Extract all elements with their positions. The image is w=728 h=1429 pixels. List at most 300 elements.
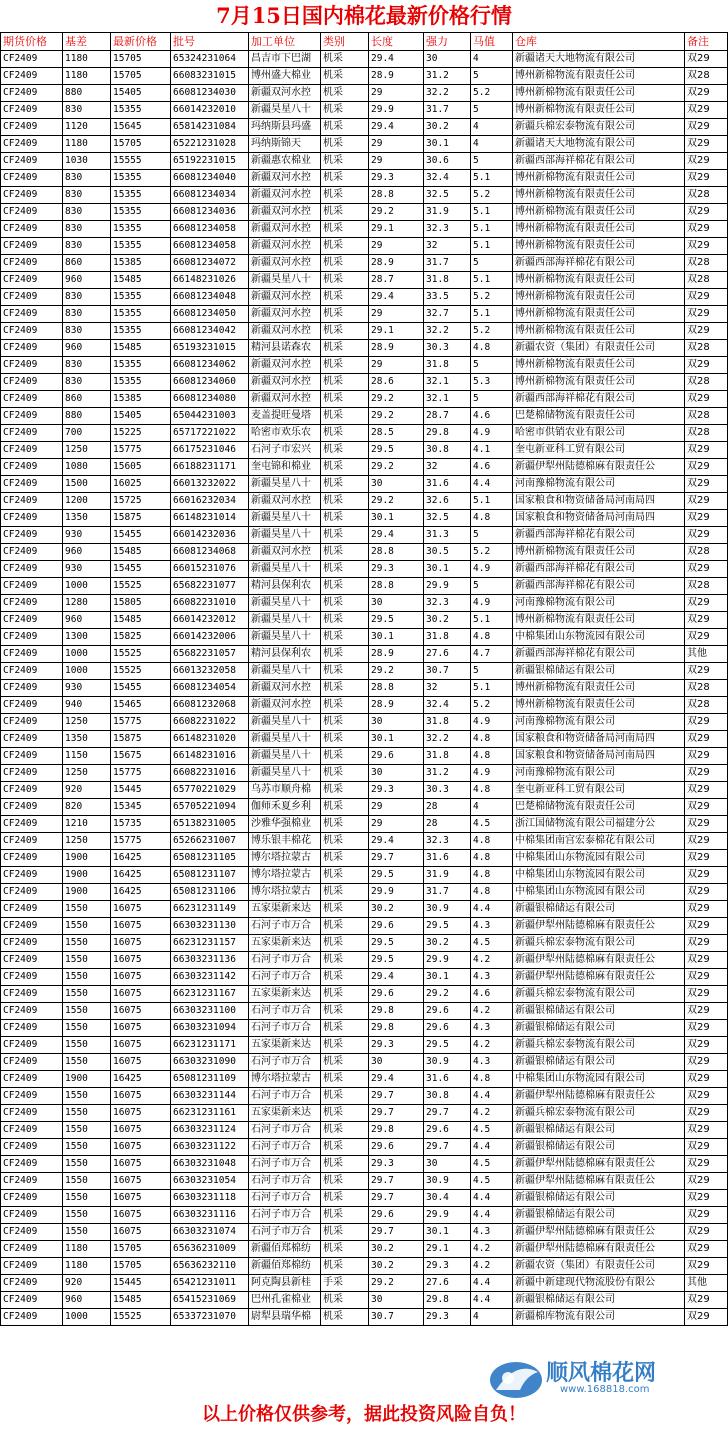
cell-warehouse: 新疆兵棉宏泰物流有限公司: [513, 1105, 685, 1122]
cell-basis: 1500: [63, 476, 111, 493]
cell-latest-price: 15875: [111, 510, 171, 527]
cell-basis: 830: [63, 187, 111, 204]
cell-batch-number: 65324231064: [171, 51, 249, 68]
cell-length: 30: [369, 765, 424, 782]
cell-remark: 双29: [685, 1122, 728, 1139]
cell-processing-unit: 新疆惠农棉业: [249, 153, 321, 170]
cell-warehouse: 新疆银棉储运有限公司: [513, 1054, 685, 1071]
cell-futures-price: CF2409: [1, 459, 63, 476]
cell-futures-price: CF2409: [1, 663, 63, 680]
cell-micronaire: 4.5: [471, 1156, 513, 1173]
cell-micronaire: 5: [471, 357, 513, 374]
cell-strength: 28.7: [424, 408, 471, 425]
cell-basis: 1550: [63, 1054, 111, 1071]
table-row: [1, 935, 728, 952]
cell-warehouse: 博州新棉物流有限责任公司: [513, 85, 685, 102]
cell-remark: 双29: [685, 238, 728, 255]
cell-futures-price: CF2409: [1, 170, 63, 187]
cell-basis: 1550: [63, 952, 111, 969]
cell-warehouse: 新疆伊犁州陆德棉麻有限责任公: [513, 969, 685, 986]
cell-remark: 双29: [685, 1088, 728, 1105]
cell-latest-price: 16075: [111, 1173, 171, 1190]
cell-basis: 830: [63, 374, 111, 391]
cell-basis: 1550: [63, 935, 111, 952]
cell-latest-price: 16425: [111, 1071, 171, 1088]
cell-batch-number: 66303231144: [171, 1088, 249, 1105]
cell-batch-number: 66013232058: [171, 663, 249, 680]
cell-batch-number: 65081231107: [171, 867, 249, 884]
cell-warehouse: 博州新棉物流有限责任公司: [513, 357, 685, 374]
cell-warehouse: 新疆棉库物流有限公司: [513, 1309, 685, 1326]
cell-processing-unit: 新疆双河水控: [249, 323, 321, 340]
cell-micronaire: 5: [471, 255, 513, 272]
cell-micronaire: 4.9: [471, 765, 513, 782]
cell-basis: 1280: [63, 595, 111, 612]
cell-length: 29.7: [369, 1173, 424, 1190]
cell-category: 机采: [321, 1292, 369, 1309]
cell-length: 30.2: [369, 901, 424, 918]
cell-remark: 双29: [685, 782, 728, 799]
cell-strength: 30.2: [424, 119, 471, 136]
cell-batch-number: 66303231094: [171, 1020, 249, 1037]
cell-strength: 32.2: [424, 323, 471, 340]
cell-basis: 830: [63, 170, 111, 187]
cell-latest-price: 15225: [111, 425, 171, 442]
cell-basis: 1900: [63, 850, 111, 867]
cell-batch-number: 66014232006: [171, 629, 249, 646]
cell-latest-price: 15705: [111, 136, 171, 153]
cell-category: 机采: [321, 663, 369, 680]
cell-batch-number: 66081234030: [171, 85, 249, 102]
cell-remark: 双28: [685, 680, 728, 697]
cell-processing-unit: 新疆双河水控: [249, 187, 321, 204]
cell-basis: 830: [63, 323, 111, 340]
cell-basis: 1550: [63, 918, 111, 935]
table-row: [1, 884, 728, 901]
cell-micronaire: 5.2: [471, 697, 513, 714]
cell-category: 机采: [321, 340, 369, 357]
cell-remark: 双29: [685, 1071, 728, 1088]
cell-length: 30: [369, 476, 424, 493]
cell-latest-price: 16025: [111, 476, 171, 493]
cell-length: 28.8: [369, 187, 424, 204]
cell-remark: 双28: [685, 340, 728, 357]
header-futures-price: 期货价格: [1, 33, 63, 51]
cell-batch-number: 66303231124: [171, 1122, 249, 1139]
cell-micronaire: 5.1: [471, 306, 513, 323]
cell-latest-price: 15455: [111, 527, 171, 544]
cell-processing-unit: 新疆双河水控: [249, 357, 321, 374]
watermark-url: www.168818.com: [560, 1384, 650, 1395]
cell-basis: 960: [63, 544, 111, 561]
cell-batch-number: 66013232022: [171, 476, 249, 493]
cell-remark: 双29: [685, 918, 728, 935]
cell-processing-unit: 新疆昊星八十: [249, 476, 321, 493]
cell-processing-unit: 新疆昊星八十: [249, 748, 321, 765]
cell-category: 机采: [321, 1122, 369, 1139]
cell-micronaire: 5.1: [471, 272, 513, 289]
cell-processing-unit: 新疆双河水控: [249, 255, 321, 272]
cell-micronaire: 5.1: [471, 612, 513, 629]
cell-strength: 29.5: [424, 1037, 471, 1054]
cell-futures-price: CF2409: [1, 884, 63, 901]
cell-length: 29.2: [369, 408, 424, 425]
cell-strength: 30.1: [424, 136, 471, 153]
cell-category: 机采: [321, 748, 369, 765]
cell-warehouse: 巴楚棉储物流有限责任公司: [513, 799, 685, 816]
cell-futures-price: CF2409: [1, 816, 63, 833]
cell-futures-price: CF2409: [1, 476, 63, 493]
cell-processing-unit: 精河县诺森农: [249, 340, 321, 357]
cell-micronaire: 4.3: [471, 1054, 513, 1071]
cell-processing-unit: 博尔塔拉蒙古: [249, 850, 321, 867]
cell-remark: 双29: [685, 119, 728, 136]
cell-warehouse: 河南豫棉物流有限公司: [513, 595, 685, 612]
cell-category: 机采: [321, 680, 369, 697]
cell-remark: 双29: [685, 357, 728, 374]
cell-remark: 双29: [685, 1292, 728, 1309]
cell-micronaire: 4.8: [471, 850, 513, 867]
table-row: [1, 306, 728, 323]
table-row: [1, 204, 728, 221]
table-row: [1, 816, 728, 833]
cell-processing-unit: 新疆双河水控: [249, 238, 321, 255]
table-row: [1, 1309, 728, 1326]
cell-warehouse: 河南豫棉物流有限公司: [513, 476, 685, 493]
table-row: [1, 1020, 728, 1037]
cell-batch-number: 66303231090: [171, 1054, 249, 1071]
cell-length: 29.6: [369, 1139, 424, 1156]
cell-micronaire: 4.8: [471, 782, 513, 799]
cell-strength: 31.8: [424, 714, 471, 731]
cotton-price-table: [0, 32, 728, 1326]
cell-remark: 双29: [685, 323, 728, 340]
cell-strength: 29.8: [424, 1292, 471, 1309]
cell-warehouse: 博州新棉物流有限责任公司: [513, 102, 685, 119]
cell-micronaire: 4.8: [471, 1071, 513, 1088]
cell-category: 机采: [321, 1071, 369, 1088]
cell-processing-unit: 石河子市万合: [249, 1207, 321, 1224]
table-row: [1, 221, 728, 238]
header-micronaire: 马值: [471, 33, 513, 51]
cell-category: 机采: [321, 153, 369, 170]
cell-length: 29: [369, 136, 424, 153]
cell-warehouse: 新疆银棉储运有限公司: [513, 1190, 685, 1207]
cell-length: 29.7: [369, 1190, 424, 1207]
cell-strength: 31.7: [424, 255, 471, 272]
cell-processing-unit: 新疆昊星八十: [249, 561, 321, 578]
cell-category: 机采: [321, 901, 369, 918]
cell-batch-number: 66231231161: [171, 1105, 249, 1122]
cell-batch-number: 65138231005: [171, 816, 249, 833]
cell-latest-price: 15385: [111, 391, 171, 408]
cell-micronaire: 4: [471, 1309, 513, 1326]
cell-strength: 29.2: [424, 986, 471, 1003]
header-category: 类别: [321, 33, 369, 51]
cell-warehouse: 博州新棉物流有限责任公司: [513, 680, 685, 697]
cell-strength: 30: [424, 51, 471, 68]
cell-processing-unit: 新疆佰郑棉纺: [249, 1241, 321, 1258]
cell-remark: 双29: [685, 85, 728, 102]
table-row: [1, 1224, 728, 1241]
cell-futures-price: CF2409: [1, 1258, 63, 1275]
cell-basis: 1180: [63, 136, 111, 153]
header-batch-number: 批号: [171, 33, 249, 51]
cell-micronaire: 4.6: [471, 459, 513, 476]
cell-processing-unit: 石河子市万合: [249, 1054, 321, 1071]
cell-length: 29.5: [369, 867, 424, 884]
cell-length: 29.5: [369, 612, 424, 629]
cell-futures-price: CF2409: [1, 442, 63, 459]
cell-latest-price: 15775: [111, 714, 171, 731]
cell-remark: 双29: [685, 1037, 728, 1054]
table-row: [1, 799, 728, 816]
cell-processing-unit: 石河子市万合: [249, 918, 321, 935]
table-row: [1, 1122, 728, 1139]
cell-batch-number: 66303231142: [171, 969, 249, 986]
cell-strength: 32.4: [424, 697, 471, 714]
cell-strength: 32.2: [424, 731, 471, 748]
cell-basis: 1550: [63, 1105, 111, 1122]
cell-basis: 830: [63, 204, 111, 221]
cell-processing-unit: 新疆昊星八十: [249, 714, 321, 731]
cell-batch-number: 66082231016: [171, 765, 249, 782]
cell-latest-price: 15355: [111, 170, 171, 187]
cell-batch-number: 66303231122: [171, 1139, 249, 1156]
cell-futures-price: CF2409: [1, 1105, 63, 1122]
cell-futures-price: CF2409: [1, 544, 63, 561]
header-remark: 备注: [685, 33, 728, 51]
cell-futures-price: CF2409: [1, 578, 63, 595]
cell-latest-price: 16075: [111, 935, 171, 952]
cell-strength: 29.9: [424, 952, 471, 969]
cell-micronaire: 4.2: [471, 1105, 513, 1122]
cell-category: 机采: [321, 816, 369, 833]
cell-warehouse: 新疆伊犁州陆德棉麻有限责任公: [513, 952, 685, 969]
table-row: [1, 238, 728, 255]
cell-strength: 32.3: [424, 833, 471, 850]
cell-processing-unit: 阿克陶县新桂: [249, 1275, 321, 1292]
cell-batch-number: 66014232036: [171, 527, 249, 544]
cell-processing-unit: 博州盛大棉业: [249, 68, 321, 85]
cell-basis: 1250: [63, 442, 111, 459]
cell-remark: 双29: [685, 1105, 728, 1122]
cell-futures-price: CF2409: [1, 527, 63, 544]
cell-latest-price: 15775: [111, 833, 171, 850]
cell-batch-number: 65717221022: [171, 425, 249, 442]
cell-processing-unit: 石河子市万合: [249, 1020, 321, 1037]
table-row: [1, 408, 728, 425]
cell-processing-unit: 新疆双河水控: [249, 493, 321, 510]
cell-futures-price: CF2409: [1, 1207, 63, 1224]
cell-remark: 双29: [685, 884, 728, 901]
cell-processing-unit: 沙雅华强棉业: [249, 816, 321, 833]
cell-futures-price: CF2409: [1, 731, 63, 748]
cell-micronaire: 5: [471, 153, 513, 170]
cell-warehouse: 河南豫棉物流有限公司: [513, 714, 685, 731]
cell-length: 29.6: [369, 748, 424, 765]
cell-batch-number: 65770221029: [171, 782, 249, 799]
cell-batch-number: 66081234054: [171, 680, 249, 697]
cell-basis: 860: [63, 391, 111, 408]
cell-remark: 双29: [685, 663, 728, 680]
table-row: [1, 493, 728, 510]
cell-warehouse: 新疆农资（集团）有限责任公司: [513, 340, 685, 357]
cell-warehouse: 新疆西部海祥棉花有限公司: [513, 527, 685, 544]
cell-remark: 其他: [685, 1275, 728, 1292]
cell-processing-unit: 新疆双河水控: [249, 374, 321, 391]
cell-basis: 830: [63, 357, 111, 374]
table-row: [1, 425, 728, 442]
cell-latest-price: 15645: [111, 119, 171, 136]
cell-micronaire: 4.4: [471, 1190, 513, 1207]
cell-length: 28.9: [369, 697, 424, 714]
cell-latest-price: 15875: [111, 731, 171, 748]
cell-futures-price: CF2409: [1, 1071, 63, 1088]
cell-batch-number: 66303231100: [171, 1003, 249, 1020]
cell-processing-unit: 玛纳斯县玛盛: [249, 119, 321, 136]
table-row: [1, 340, 728, 357]
cell-futures-price: CF2409: [1, 187, 63, 204]
cell-length: 29.7: [369, 1088, 424, 1105]
cell-remark: 双29: [685, 476, 728, 493]
cell-warehouse: 新疆兵棉宏泰物流有限公司: [513, 1037, 685, 1054]
table-row: [1, 680, 728, 697]
cell-basis: 960: [63, 340, 111, 357]
page-title: 7月15日国内棉花最新价格行情: [216, 3, 512, 28]
cell-basis: 1550: [63, 1020, 111, 1037]
cell-remark: 双29: [685, 1156, 728, 1173]
cell-remark: 双29: [685, 714, 728, 731]
cell-processing-unit: 巴州孔雀棉业: [249, 1292, 321, 1309]
cell-warehouse: 新疆兵棉宏泰物流有限公司: [513, 935, 685, 952]
cell-category: 机采: [321, 357, 369, 374]
cell-warehouse: 新疆兵棉宏泰物流有限公司: [513, 119, 685, 136]
cell-remark: 双29: [685, 595, 728, 612]
cell-basis: 1550: [63, 969, 111, 986]
cell-strength: 28: [424, 799, 471, 816]
table-row: [1, 1003, 728, 1020]
table-row: [1, 119, 728, 136]
cell-length: 29.6: [369, 918, 424, 935]
cell-futures-price: CF2409: [1, 221, 63, 238]
cell-batch-number: 66083231015: [171, 68, 249, 85]
cell-processing-unit: 新疆昊星八十: [249, 629, 321, 646]
cell-remark: 双28: [685, 544, 728, 561]
cell-processing-unit: 新疆双河水控: [249, 289, 321, 306]
cell-strength: 29.6: [424, 1020, 471, 1037]
cell-micronaire: 4.8: [471, 340, 513, 357]
cell-micronaire: 4.8: [471, 748, 513, 765]
table-row: [1, 289, 728, 306]
cell-basis: 1250: [63, 714, 111, 731]
cell-latest-price: 15485: [111, 1292, 171, 1309]
cell-category: 机采: [321, 1224, 369, 1241]
cell-warehouse: 新疆银棉储运有限公司: [513, 901, 685, 918]
cell-futures-price: CF2409: [1, 697, 63, 714]
cell-processing-unit: 石河子市万合: [249, 952, 321, 969]
cell-futures-price: CF2409: [1, 306, 63, 323]
cell-futures-price: CF2409: [1, 102, 63, 119]
cell-category: 机采: [321, 765, 369, 782]
cell-processing-unit: 新疆双河水控: [249, 391, 321, 408]
cell-warehouse: 新疆银棉储运有限公司: [513, 1207, 685, 1224]
table-row: [1, 1275, 728, 1292]
table-row: [1, 731, 728, 748]
cell-length: 28.5: [369, 425, 424, 442]
cell-basis: 1300: [63, 629, 111, 646]
cell-futures-price: CF2409: [1, 1037, 63, 1054]
cell-micronaire: 4.3: [471, 969, 513, 986]
cell-category: 机采: [321, 731, 369, 748]
cell-micronaire: 4.8: [471, 884, 513, 901]
cell-futures-price: CF2409: [1, 493, 63, 510]
cell-futures-price: CF2409: [1, 425, 63, 442]
cell-batch-number: 66081234062: [171, 357, 249, 374]
cell-strength: 33.5: [424, 289, 471, 306]
cell-futures-price: CF2409: [1, 680, 63, 697]
cell-batch-number: 66303231054: [171, 1173, 249, 1190]
cell-basis: 1000: [63, 663, 111, 680]
cell-micronaire: 5: [471, 663, 513, 680]
cell-remark: 双29: [685, 306, 728, 323]
cell-micronaire: 4.3: [471, 1224, 513, 1241]
cell-latest-price: 16075: [111, 1122, 171, 1139]
cell-basis: 700: [63, 425, 111, 442]
cell-micronaire: 5.1: [471, 680, 513, 697]
cell-warehouse: 新疆西部海祥棉花有限公司: [513, 391, 685, 408]
cell-remark: 双29: [685, 391, 728, 408]
cell-remark: 双29: [685, 1224, 728, 1241]
cell-length: 28.8: [369, 544, 424, 561]
cell-length: 29.2: [369, 391, 424, 408]
cell-category: 机采: [321, 1054, 369, 1071]
cell-warehouse: 新疆银棉储运有限公司: [513, 1003, 685, 1020]
cell-latest-price: 15525: [111, 1309, 171, 1326]
cell-futures-price: CF2409: [1, 561, 63, 578]
cell-basis: 1550: [63, 986, 111, 1003]
cell-latest-price: 16075: [111, 1156, 171, 1173]
cell-basis: 1900: [63, 867, 111, 884]
cell-micronaire: 4.7: [471, 646, 513, 663]
cell-futures-price: CF2409: [1, 799, 63, 816]
cell-processing-unit: 新疆双河水控: [249, 306, 321, 323]
cell-latest-price: 15355: [111, 221, 171, 238]
cell-batch-number: 66081234060: [171, 374, 249, 391]
cell-processing-unit: 新疆双河水控: [249, 204, 321, 221]
cell-strength: 29.9: [424, 1207, 471, 1224]
cell-length: 30.7: [369, 1309, 424, 1326]
cell-batch-number: 66016232034: [171, 493, 249, 510]
cell-warehouse: 国家粮食和物资储备局河南局四: [513, 493, 685, 510]
header-basis: 基差: [63, 33, 111, 51]
table-row: [1, 765, 728, 782]
table-row: [1, 663, 728, 680]
cell-category: 机采: [321, 255, 369, 272]
cell-futures-price: CF2409: [1, 85, 63, 102]
cell-micronaire: 5.2: [471, 85, 513, 102]
cell-warehouse: 博州新棉物流有限责任公司: [513, 204, 685, 221]
cell-micronaire: 4.9: [471, 425, 513, 442]
cell-strength: 32.1: [424, 391, 471, 408]
cell-remark: 双29: [685, 901, 728, 918]
cell-latest-price: 15355: [111, 357, 171, 374]
cell-strength: 29.7: [424, 1139, 471, 1156]
cell-strength: 31.2: [424, 68, 471, 85]
cell-processing-unit: 五家渠新来达: [249, 901, 321, 918]
table-row: [1, 561, 728, 578]
cell-futures-price: CF2409: [1, 629, 63, 646]
